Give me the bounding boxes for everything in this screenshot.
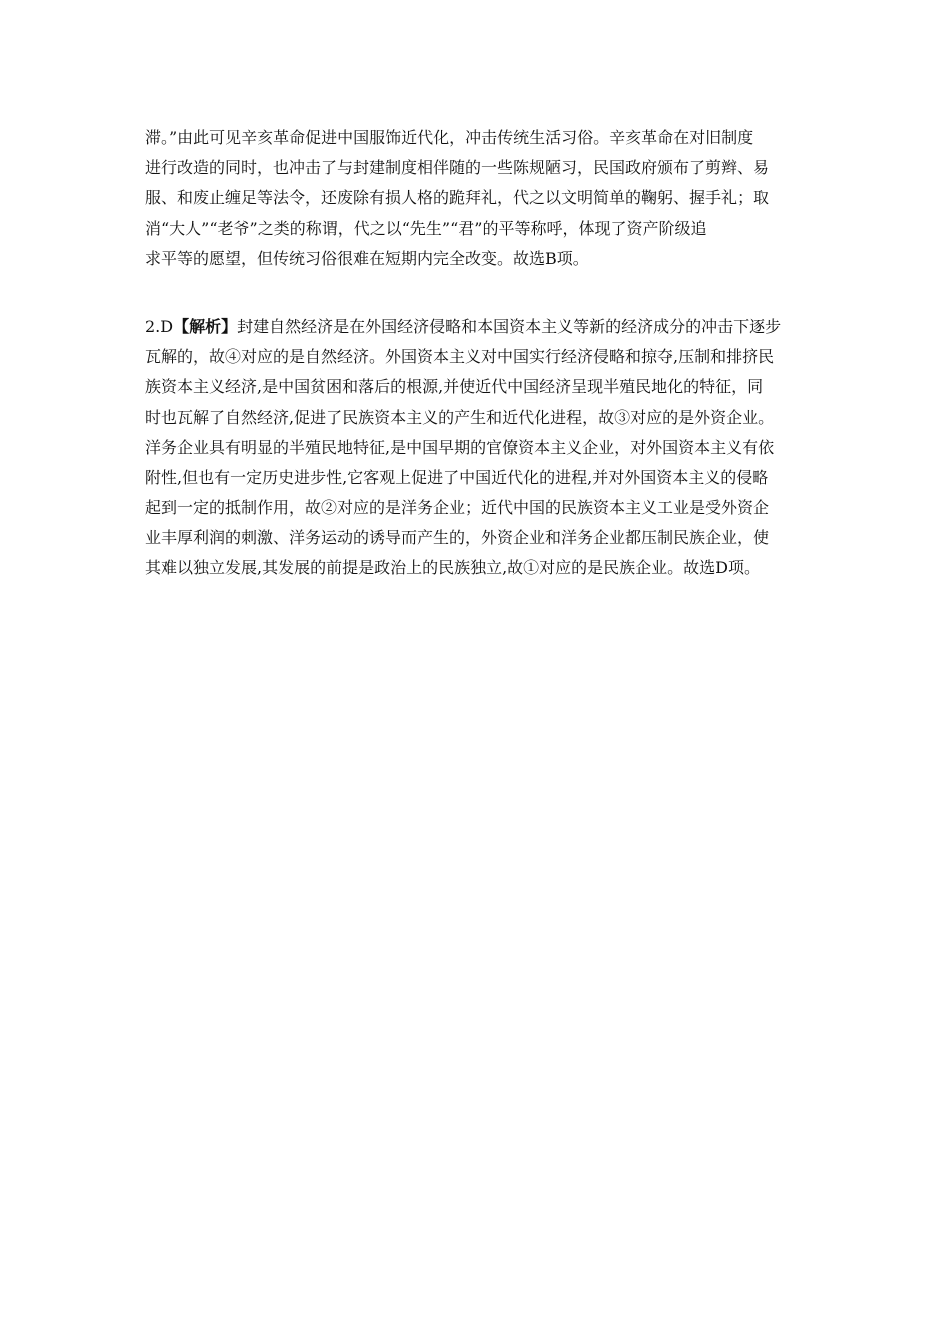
text-line: 族资本主义经济,是中国贫困和落后的根源,并使近代中国经济呈现半殖民地化的特征，同 [145,377,764,397]
text-line: 求平等的愿望，但传统习俗很难在短期内完全改变。故选B项。 [145,248,589,268]
text-line: 服、和废止缠足等法令，还废除有损人格的跪拜礼，代之以文明简单的鞠躬、握手礼；取 [145,188,770,208]
paragraph-2 [145,312,805,584]
text-segment: 封建自然经济是在外国经济侵略和本国资本主义等新的经济成分的冲击下逐步 [237,316,782,336]
answer-explanation [145,123,805,584]
analysis-tag: 【解析】 [173,316,238,336]
paragraph-1 [145,123,805,274]
text-line: 附性,但也有一定历史进步性,它客观上促进了中国近代化的进程,并对外国资本主义的侵略 [145,467,769,487]
question-number: 2.D [145,316,174,336]
text-line: 瓦解的，故④对应的是自然经济。外国资本主义对中国实行经济侵略和掠夺,压制和排挤民 [145,347,775,367]
text-line: 滞。”由此可见辛亥革命促进中国服饰近代化，冲击传统生活习俗。辛亥革命在对旧制度 [145,128,754,147]
text-line: 进行改造的同时，也冲击了与封建制度相伴随的一些陈规陋习，民国政府颁布了剪辫、易 [145,158,770,178]
text-line: 时也瓦解了自然经济,促进了民族资本主义的产生和近代化进程，故③对应的是外资企业。 [145,407,775,427]
text-line [145,312,805,342]
paragraph-spacer [145,274,805,312]
text-line: 洋务企业具有明显的半殖民地特征,是中国早期的官僚资本主义企业，对外国资本主义有依 [145,437,775,457]
text-line: 起到一定的抵制作用，故②对应的是洋务企业；近代中国的民族资本主义工业是受外资企 [145,498,770,518]
text-line: 其难以独立发展,其发展的前提是政治上的民族独立,故①对应的是民族企业。故选D项。 [145,558,761,578]
text-line: 业丰厚利润的刺激、洋务运动的诱导而产生的，外资企业和洋务企业都压制民族企业，使 [145,528,770,548]
text-line: 消“大人”“老爷”之类的称谓，代之以“先生”“君”的平等称呼，体现了资产阶级追 [145,218,707,238]
